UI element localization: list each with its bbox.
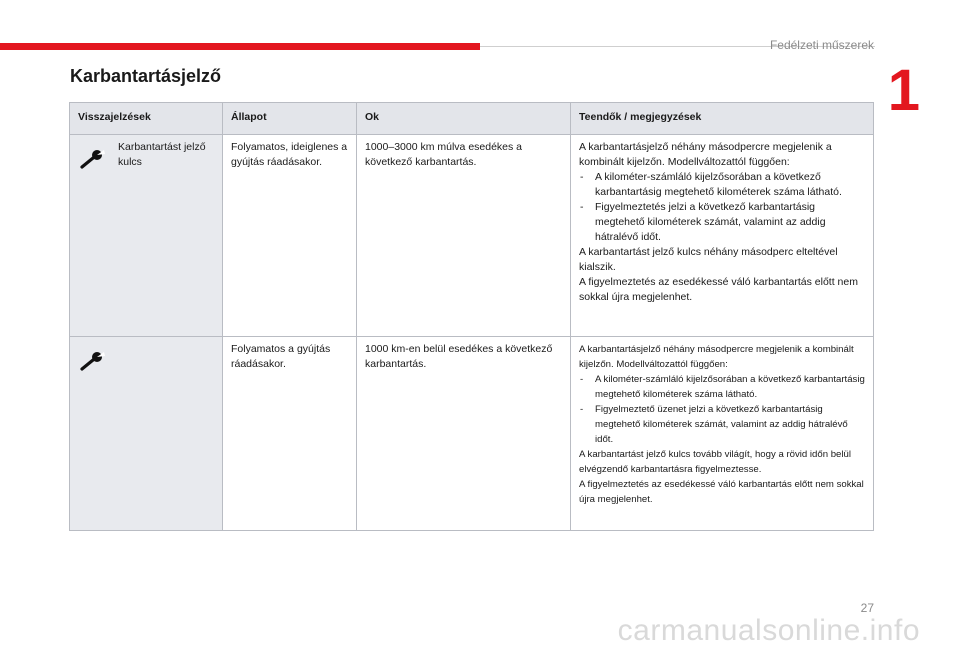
actions-note: A figyelmeztetés az esedékessé váló karbantartás előtt nem sokkal újra megjelenhet. [579,479,864,505]
indicator-name: Karbantartást jelző kulcs [114,135,223,337]
wrench-icon [80,160,106,172]
table-header-row [70,103,874,135]
reason-text: 1000 km-en belül esedékes a következő karbantartás. [357,337,571,531]
indicator-icon-cell [70,135,115,337]
list-item: - Figyelmeztetés jelzi a következő karbantartásig megtehető kilométerek számát, valamint az addig hátralévő időt. [579,200,865,245]
maintenance-indicator-table [69,102,874,531]
column-header-reason: Ok [357,103,571,135]
actions-intro: A karbantartásjelző néhány másodpercre megjelenik a kombinált kijelzőn. Modellváltozattól függően: [579,344,854,370]
chapter-number: 1 [887,58,920,123]
header-accent-bar [0,43,480,50]
list-item: - Figyelmeztető üzenet jelzi a következő karbantartásig megtehető kilométerek számát, valamint az addig hátralévő időt. [579,402,865,447]
column-header-state: Állapot [223,103,357,135]
actions-cell [571,337,874,531]
actions-list [579,170,865,245]
wrench-icon [80,362,106,374]
page-number: 27 [860,601,874,615]
list-item: - A kilométer-számláló kijelzősorában a következő karbantartásig megtehető kilométerek száma látható. [579,372,865,402]
state-text: Folyamatos, ideiglenes a gyújtás ráadásakor. [223,135,357,337]
actions-cell [571,135,874,337]
actions-note: A karbantartást jelző kulcs néhány másodperc elteltével kialszik. [579,246,838,273]
state-text: Folyamatos a gyújtás ráadásakor. [223,337,357,531]
table-row [70,337,874,531]
column-header-indicators: Visszajelzések [70,103,223,135]
indicator-icon-cell [70,337,115,531]
actions-list [579,372,865,447]
indicator-name [114,337,223,531]
table-row [70,135,874,337]
reason-text: 1000–3000 km múlva esedékes a következő karbantartás. [357,135,571,337]
watermark: carmanualsonline.info [617,614,920,647]
page-title: Karbantartásjelző [70,66,222,86]
section-title: Fedélzeti műszerek [769,38,874,52]
actions-note: A figyelmeztetés az esedékessé váló karbantartás előtt nem sokkal újra megjelenhet. [579,276,858,303]
column-header-actions: Teendők / megjegyzések [571,103,874,135]
actions-intro: A karbantartásjelző néhány másodpercre megjelenik a kombinált kijelzőn. Modellváltozattól függően: [579,141,832,168]
list-item: - A kilométer-számláló kijelzősorában a következő karbantartásig megtehető kilométerek száma látható. [579,170,865,200]
actions-note: A karbantartást jelző kulcs tovább világít, hogy a rövid időn belül elvégzendő karbantartásra figyelmeztesse. [579,449,851,475]
